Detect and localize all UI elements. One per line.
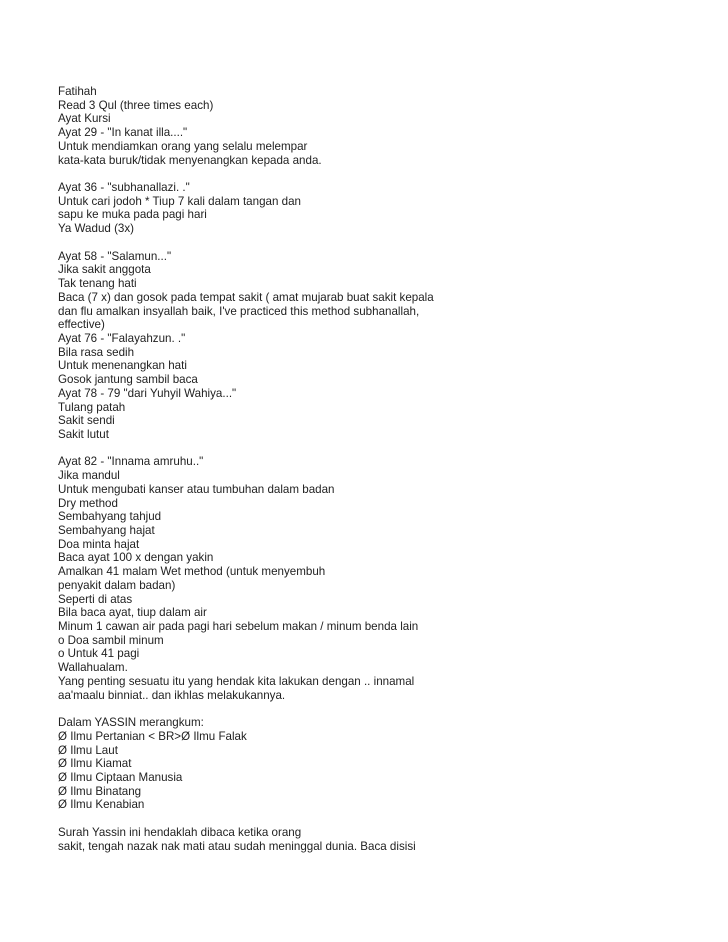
- list-item: Ø Ilmu Ciptaan Manusia: [58, 770, 183, 784]
- text-block-surah-yassin: [58, 826, 698, 853]
- text-line: Seperti di atas: [58, 592, 133, 606]
- text-block-fatihah: [58, 85, 698, 167]
- paragraph-gap: [58, 702, 698, 716]
- paragraph-gap: [58, 236, 698, 250]
- text-block-yassin-list: [58, 716, 698, 812]
- text-line: Sembahyang tahjud: [58, 510, 162, 524]
- document-body: [58, 85, 698, 853]
- text-line: Tulang patah: [58, 400, 126, 414]
- text-block-ayat-36: [58, 181, 698, 236]
- text-line: Baca (7 x) dan gosok pada tempat sakit ( amat mujarab buat sakit kepala: [58, 290, 434, 304]
- text-line: Baca ayat 100 x dengan yakin: [58, 551, 214, 565]
- text-line: aa'maalu binniat.. dan ikhlas melakukannya.: [58, 688, 286, 702]
- list-item: Ø Ilmu Kiamat: [58, 757, 132, 771]
- text-line: Ayat 78 - 79 "dari Yuhyil Wahiya...": [58, 386, 237, 400]
- paragraph-gap: [58, 167, 698, 181]
- text-line: Bila baca ayat, tiup dalam air: [58, 606, 207, 620]
- text-line: Jika mandul: [58, 469, 120, 483]
- text-line: Wallahualam.: [58, 661, 128, 675]
- text-line: Read 3 Qul (three times each): [58, 98, 214, 112]
- text-line: Sakit lutut: [58, 427, 109, 441]
- list-item: Ø Ilmu Laut: [58, 743, 118, 757]
- text-line: Ayat Kursi: [58, 112, 111, 126]
- text-line: Ya Wadud (3x): [58, 222, 135, 236]
- text-line: Tak tenang hati: [58, 277, 137, 291]
- text-line: kata-kata buruk/tidak menyenangkan kepada anda.: [58, 153, 322, 167]
- text-block-ayat-82: [58, 455, 698, 702]
- text-line: Surah Yassin ini hendaklah dibaca ketika orang: [58, 825, 302, 839]
- text-line: Jika sakit anggota: [58, 263, 151, 277]
- text-line: Sembahyang hajat: [58, 524, 155, 537]
- text-line: Ayat 76 - "Falayahzun. .": [58, 331, 186, 345]
- text-line: effective): [58, 318, 105, 332]
- text-line: Minum 1 cawan air pada pagi hari sebelum makan / minum benda lain: [58, 620, 419, 634]
- text-line: Untuk mengubati kanser atau tumbuhan dalam badan: [58, 482, 335, 496]
- list-item: Ø Ilmu Binatang: [58, 784, 142, 798]
- text-line: o Doa sambil minum: [58, 633, 164, 647]
- text-line: Yang penting sesuatu itu yang hendak kita lakukan dengan .. innamal: [58, 674, 415, 688]
- list-item: Ø Ilmu Pertanian < BR>Ø Ilmu Falak: [58, 729, 247, 743]
- text-line: Sakit sendi: [58, 414, 115, 428]
- text-line: sakit, tengah nazak nak mati atau sudah meninggal dunia. Baca disisi: [58, 839, 416, 853]
- text-line: Dalam YASSIN merangkum:: [58, 716, 204, 730]
- paragraph-gap: [58, 812, 698, 826]
- text-line: sapu ke muka pada pagi hari: [58, 208, 207, 222]
- text-line: Untuk mendiamkan orang yang selalu melempar: [58, 139, 308, 153]
- text-line: Ayat 29 - "In kanat illa....": [58, 126, 188, 140]
- text-line: Untuk menenangkan hati: [58, 359, 187, 373]
- text-line: dan flu amalkan insyallah baik, I've practiced this method subhanallah,: [58, 304, 420, 318]
- text-line: o Untuk 41 pagi: [58, 647, 140, 661]
- list-item: Ø Ilmu Kenabian: [58, 798, 145, 812]
- text-line: Ayat 82 - "Innama amruhu..": [58, 455, 204, 469]
- text-block-ayat-58: [58, 250, 698, 442]
- text-line: Bila rasa sedih: [58, 345, 135, 359]
- text-line: Fatihah: [58, 85, 97, 98]
- text-line: Untuk cari jodoh * Tiup 7 kali dalam tangan dan: [58, 194, 301, 208]
- text-line: Ayat 58 - "Salamun...": [58, 249, 172, 263]
- text-line: penyakit dalam badan): [58, 578, 176, 592]
- text-line: Amalkan 41 malam Wet method (untuk menyembuh: [58, 565, 326, 579]
- paragraph-gap: [58, 442, 698, 456]
- text-line: Gosok jantung sambil baca: [58, 373, 198, 387]
- text-line: Dry method: [58, 496, 118, 510]
- text-line: Doa minta hajat: [58, 537, 140, 551]
- text-line: Ayat 36 - "subhanallazi. .": [58, 181, 190, 195]
